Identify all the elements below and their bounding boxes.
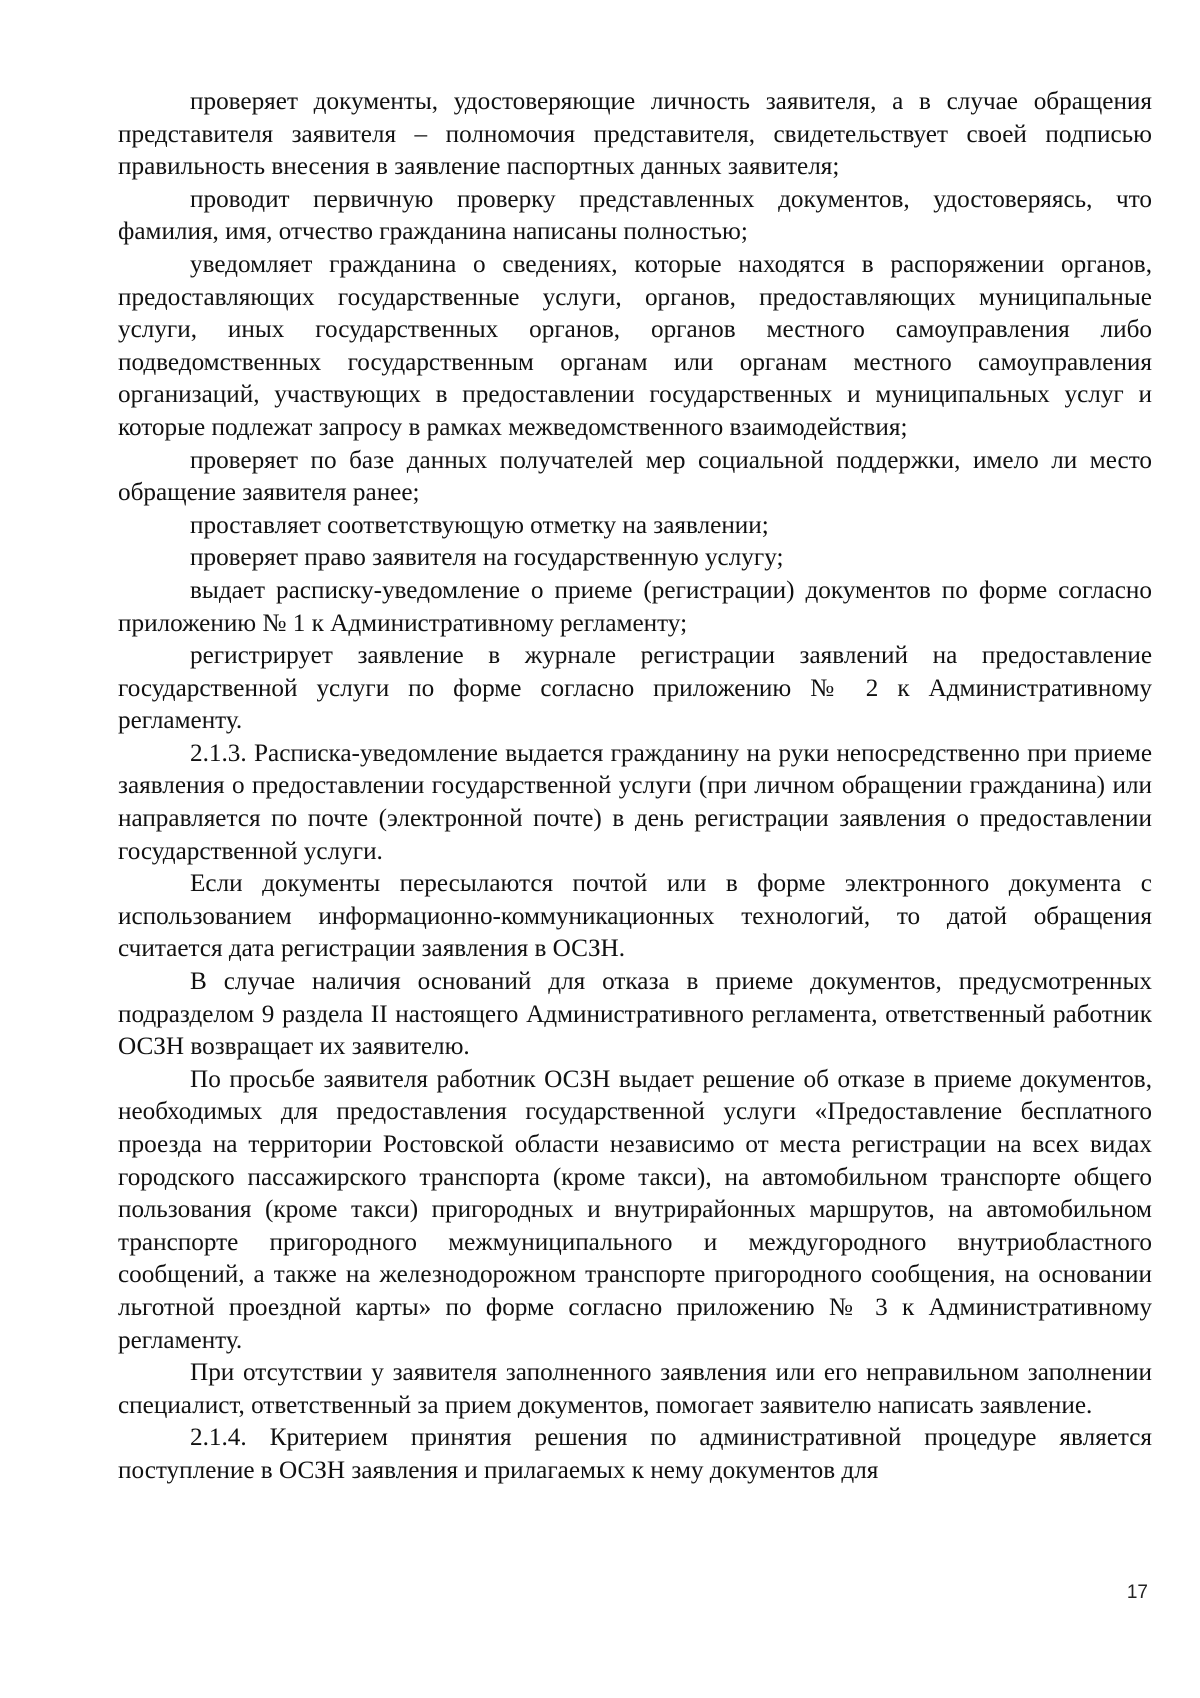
paragraph-notify-citizen: уведомляет гражданина о сведениях, которые находятся в распоряжении органов, предоставляющих государственные услуги, органов, предоставляющих муниципальные услуги, иных государственных органов, органов местного самоуправления либо подведомственных государственным органам или органам местного самоуправления организаций, участвующих в предоставлении государственных и муниципальных услуг и которые подлежат запросу в рамках межведомственного взаимодействия;: [118, 250, 1152, 441]
page-number: 17: [1126, 1582, 1148, 1603]
paragraph-electronic-documents: Если документы пересылаются почтой или в форме электронного документа с использованием информационно-коммуникационных технологий, то датой обращения считается дата регистрации заявления в ОСЗН.: [118, 870, 1152, 963]
paragraph-2-1-3: 2.1.3. Расписка-уведомление выдается гражданину на руки непосредственно при приеме заявления о предоставлении государственной услуги (при личном обращении гражданина) или направляется по почте (электронной почте) в день регистрации заявления о предоставлении государственной услуги.: [118, 739, 1152, 865]
paragraph-check-right: проверяет право заявителя на государственную услугу;: [190, 544, 784, 572]
paragraph-verify-identity: проверяет документы, удостоверяющие личность заявителя, а в случае обращения представителя заявителя – полномочия представителя, свидетельствует своей подписью правильность внесения в заявление паспортных данных заявителя;: [118, 88, 1152, 181]
paragraph-refusal-grounds: В случае наличия оснований для отказа в приеме документов, предусмотренных подразделом 9 раздела II настоящего Административного регламента, ответственный работник ОСЗН возвращает их заявителю.: [118, 968, 1152, 1061]
paragraph-2-1-4: 2.1.4. Критерием принятия решения по административной процедуре является поступление в ОСЗН заявления и прилагаемых к нему документов для: [118, 1424, 1152, 1484]
paragraph-help-filling: При отсутствии у заявителя заполненного заявления или его неправильном заполнении специалист, ответственный за прием документов, помогает заявителю написать заявление.: [118, 1359, 1152, 1419]
paragraph-check-database: проверяет по базе данных получателей мер социальной поддержки, имело ли место обращение заявителя ранее;: [118, 446, 1152, 507]
paragraph-put-mark: проставляет соответствующую отметку на заявлении;: [190, 511, 769, 539]
document-body: [118, 86, 1152, 1488]
paragraph-refusal-decision: По просьбе заявителя работник ОСЗН выдает решение об отказе в приеме документов, необходимых для предоставления государственной услуги «Предоставление бесплатного проезда на территории Ростовской области независимо от места регистрации на всех видах городского пассажирского транспорта (кроме такси), на автомобильном транспорте общего пользования (кроме такси) пригородных и внутрирайонных маршрутов, на автомобильном транспорте пригородного межмуниципального и междугородного внутриобластного сообщений, а также на железнодорожном транспорте пригородного сообщения, на основании льготной проездной карты» по форме согласно приложению № 3 к Административному регламенту.: [118, 1065, 1152, 1354]
paragraph-register-application: регистрирует заявление в журнале регистрации заявлений на предоставление государственной услуги по форме согласно приложению № 2 к Административному регламенту.: [118, 642, 1152, 735]
paragraph-issue-receipt: выдает расписку-уведомление о приеме (регистрации) документов по форме согласно приложению № 1 к Административному регламенту;: [118, 576, 1152, 637]
paragraph-initial-check: проводит первичную проверку представленных документов, удостоверяясь, что фамилия, имя, отчество гражданина написаны полностью;: [118, 185, 1152, 246]
